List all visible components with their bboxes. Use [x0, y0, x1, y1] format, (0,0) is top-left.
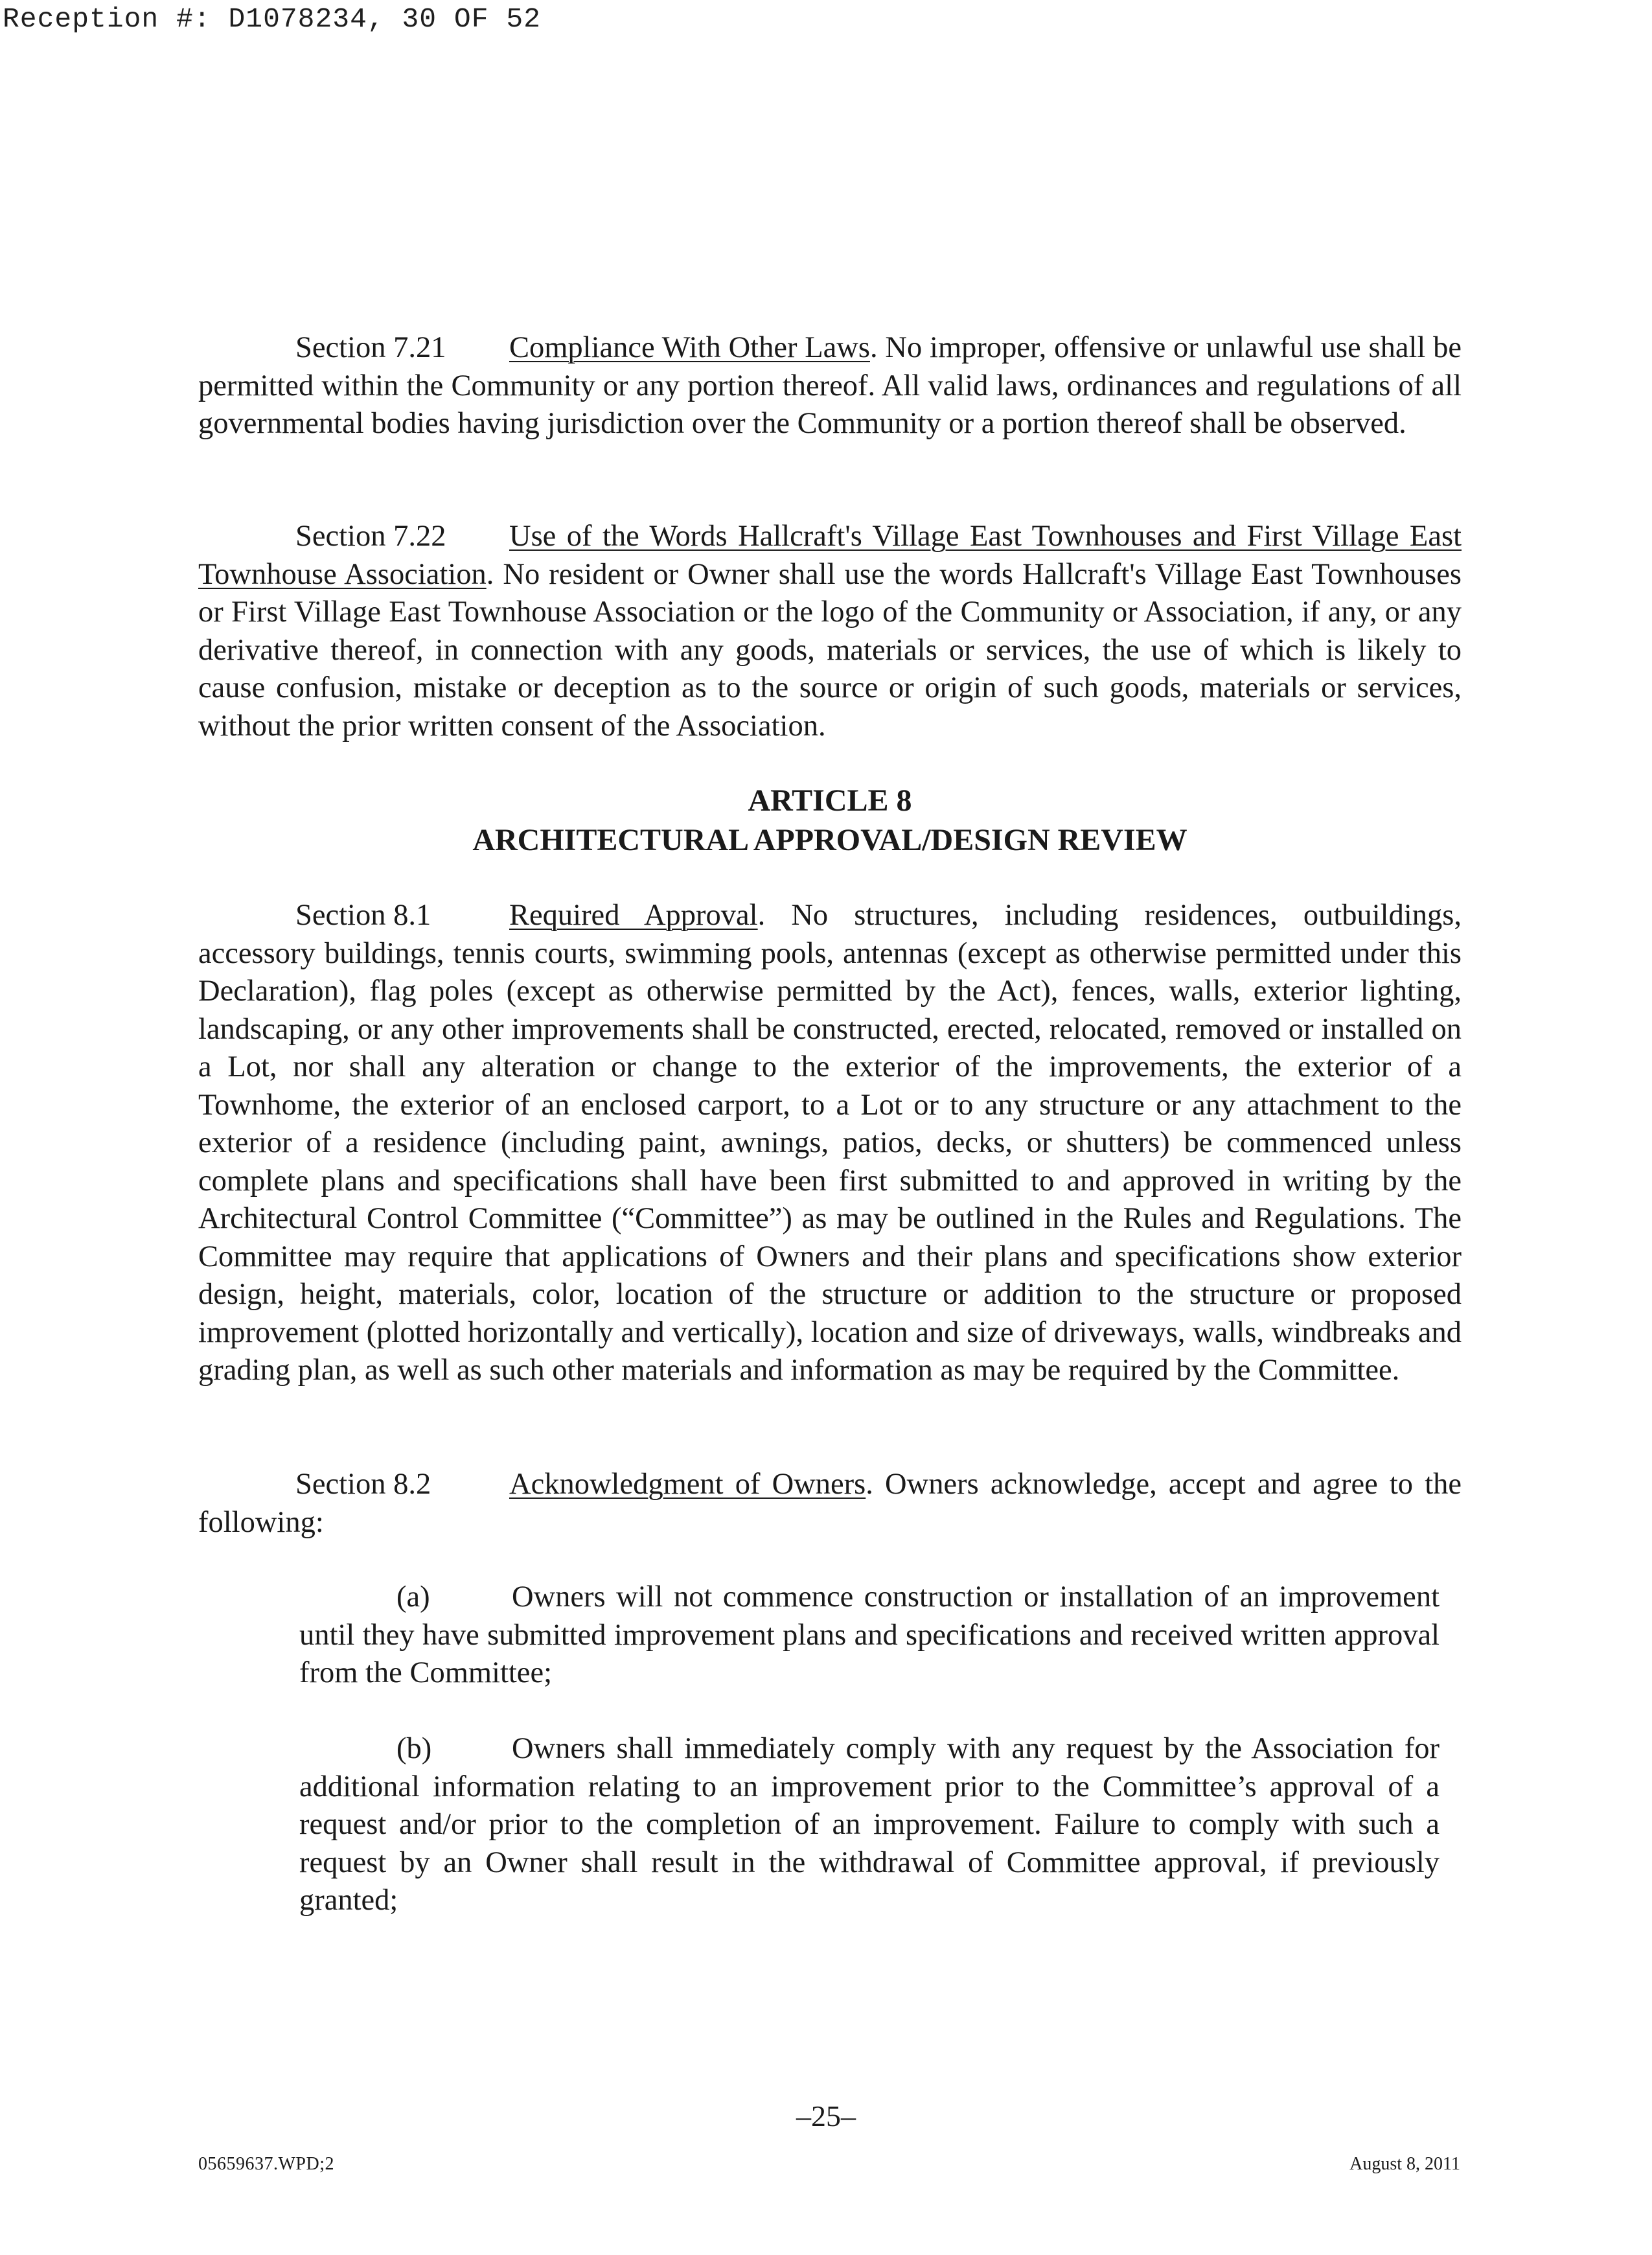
- section-text: . No resident or Owner shall use the words Hallcraft's Village East Townhouses or First Village East Townhouse Association or the logo of the Community or Association, if any, or any derivative thereof, in connection with any goods, materials or services, the use of which is likely to cause confusion, mistake or deception as to the source or origin of such goods, materials or services, without the prior written consent of the Association.: [198, 557, 1462, 743]
- item-text: Owners will not commence construction or installation of an improvement until they have submitted improvement plans and specifications and received written approval from the Committee;: [299, 1580, 1440, 1689]
- section-label: Section 8.1: [295, 899, 431, 932]
- article-number: ARTICLE 8: [748, 783, 912, 818]
- section-label: Section 7.21: [295, 331, 446, 364]
- section-label: Section 8.2: [295, 1468, 431, 1501]
- article-title: ARCHITECTURAL APPROVAL/DESIGN REVIEW: [472, 823, 1187, 857]
- section-7-22: [198, 518, 1462, 745]
- section-title: Compliance With Other Laws: [509, 331, 870, 364]
- list-item-a: [299, 1578, 1440, 1693]
- section-title: Use of the Words Hallcraft's Village East Townhouses and First Village East Townhouse Association: [198, 520, 1462, 591]
- item-label: (a): [396, 1580, 430, 1613]
- section-label: Section 7.22: [295, 520, 446, 553]
- section-8-2: [198, 1466, 1462, 1542]
- section-title: Required Approval: [509, 899, 758, 932]
- section-8-1: [198, 897, 1462, 1390]
- document-id: 05659637.WPD;2: [198, 2154, 334, 2174]
- reception-stamp: Reception #: D1078234, 30 OF 52: [3, 3, 541, 35]
- item-text: Owners shall immediately comply with any request by the Association for additional information relating to an improvement prior to the Committee’s approval of a request and/or prior to the completion of an improvement. Failure to comply with such a request by an Owner shall result in the withdrawal of Committee approval, if previously granted;: [299, 1732, 1440, 1917]
- section-text: . No improper, offensive or unlawful use shall be permitted within the Community or any portion thereof. All valid laws, ordinances and regulations of all governmental bodies having jurisdiction over the Community or a portion thereof shall be observed.: [198, 331, 1462, 440]
- section-7-21: [198, 329, 1462, 443]
- page-number: –25–: [796, 2099, 856, 2133]
- section-title: Acknowledgment of Owners: [509, 1468, 866, 1501]
- document-date: August 8, 2011: [1349, 2154, 1460, 2174]
- item-label: (b): [396, 1732, 432, 1765]
- section-text: . Owners acknowledge, accept and agree to the following:: [198, 1468, 1462, 1539]
- section-text: . No structures, including residences, outbuildings, accessory buildings, tennis courts, swimming pools, antennas (except as otherwise permitted under this Declaration), flag poles (except as otherwise permitted by the Act), fences, walls, exterior lighting, landscaping, or any other improvements shall be constructed, erected, relocated, removed or installed on a Lot, nor shall any alteration or change to the exterior of the improvements, the exterior of a Townhome, the exterior of an enclosed carport, to a Lot or to any structure or any attachment to the exterior of a residence (including paint, awnings, patios, decks, or shutters) be commenced unless complete plans and specifications shall have been first submitted to and approved in writing by the Architectural Control Committee (“Committee”) as may be outlined in the Rules and Regulations. The Committee may require that applications of Owners and their plans and specifications show exterior design, height, materials, color, location of the structure or addition to the structure or proposed improvement (plotted horizontally and vertically), location and size of driveways, walls, windbreaks and grading plan, as well as such other materials and information as may be required by the Committee.: [198, 899, 1462, 1387]
- list-item-b: [299, 1730, 1440, 1920]
